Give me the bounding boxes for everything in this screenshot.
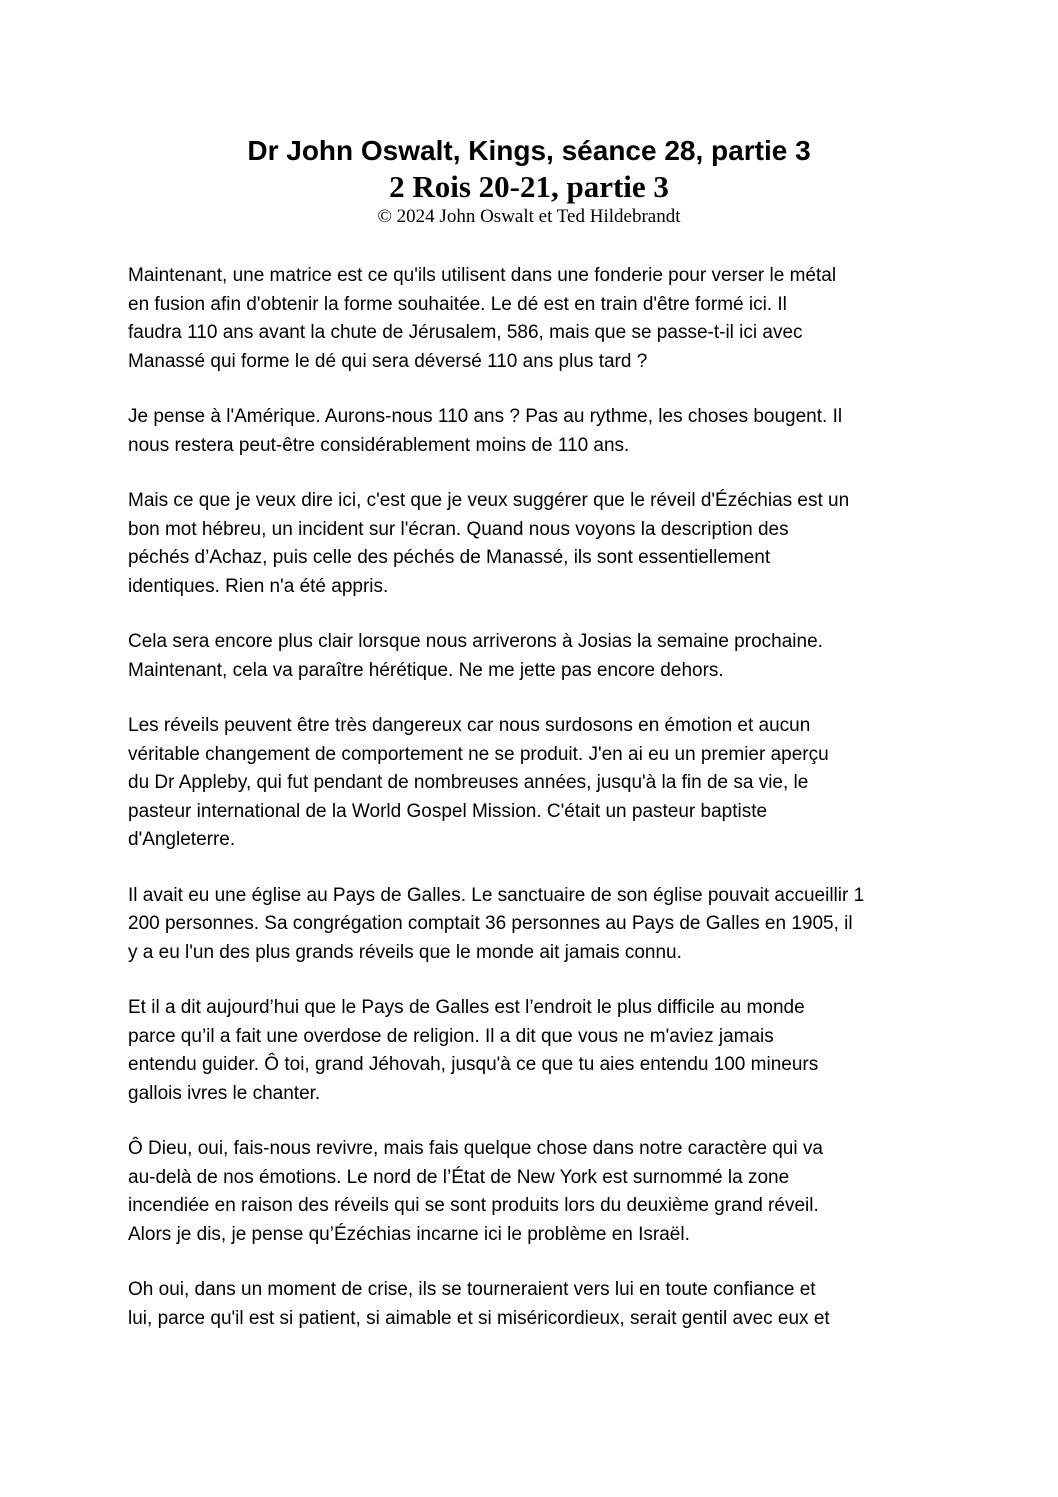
document-body [128,262,928,1360]
paragraph: Oh oui, dans un moment de crise, ils se tourneraient vers lui en toute confiance et lui, parce qu'il est si patient, si aimable et si miséricordieux, serait gentil avec eux et [128,1279,830,1329]
document-title: Dr John Oswalt, Kings, séance 28, partie 3 [247,135,811,166]
paragraph: Je pense à l'Amérique. Aurons-nous 110 ans ? Pas au rythme, les choses bougent. Il nous restera peut-être considérablement moins de 110 ans. [128,406,843,456]
paragraph: Et il a dit aujourd’hui que le Pays de Galles est l’endroit le plus difficile au monde parce qu’il a fait une overdose de religion. Il a dit que vous ne m'aviez jamais entendu guider. Ô toi, grand Jéhovah, jusqu'à ce que tu aies entendu 100 mineurs gallois ivres le chanter. [128,997,819,1104]
paragraph: Ô Dieu, oui, fais-nous revivre, mais fais quelque chose dans notre caractère qui va au-delà de nos émotions. Le nord de l’État de New York est surnommé la zone incendiée en raison des réveils qui se sont produits lors du deuxième grand réveil. Alors je dis, je pense qu’Ézéchias incarne ici le problème en Israël. [128,1138,823,1245]
paragraph: Maintenant, une matrice est ce qu'ils utilisent dans une fonderie pour verser le métal en fusion afin d'obtenir la forme souhaitée. Le dé est en train d'être formé ici. Il faudra 110 ans avant la chute de Jérusalem, 586, mais que se passe-t-il ici avec Manassé qui forme le dé qui sera déversé 110 ans plus tard ? [128,265,837,372]
paragraph: Il avait eu une église au Pays de Galles. Le sanctuaire de son église pouvait accueillir 1 200 personnes. Sa congrégation comptait 36 personnes au Pays de Galles en 1905, il y a eu l'un des plus grands réveils que le monde ait jamais connu. [128,884,865,963]
paragraph: Cela sera encore plus clair lorsque nous arriverons à Josias la semaine prochaine. Maintenant, cela va paraître hérétique. Ne me jette pas encore dehors. [128,631,823,681]
paragraph: Mais ce que je veux dire ici, c'est que je veux suggérer que le réveil d'Ézéchias est un bon mot hébreu, un incident sur l'écran. Quand nous voyons la description des péchés d’Achaz, puis celle des péchés de Manassé, ils sont essentiellement identiques. Rien n'a été appris. [128,490,850,597]
document-header [0,133,1058,229]
copyright-notice: © 2024 John Oswalt et Ted Hildebrandt [377,206,681,227]
paragraph: Les réveils peuvent être très dangereux car nous surdosons en émotion et aucun véritable changement de comportement ne se produit. J'en ai eu un premier aperçu du Dr Appleby, qui fut pendant de nombreuses années, jusqu'à la fin de sa vie, le pasteur international de la World Gospel Mission. C'était un pasteur baptiste d'Angleterre. [128,715,829,850]
document-subtitle: 2 Rois 20-21, partie 3 [389,169,669,204]
